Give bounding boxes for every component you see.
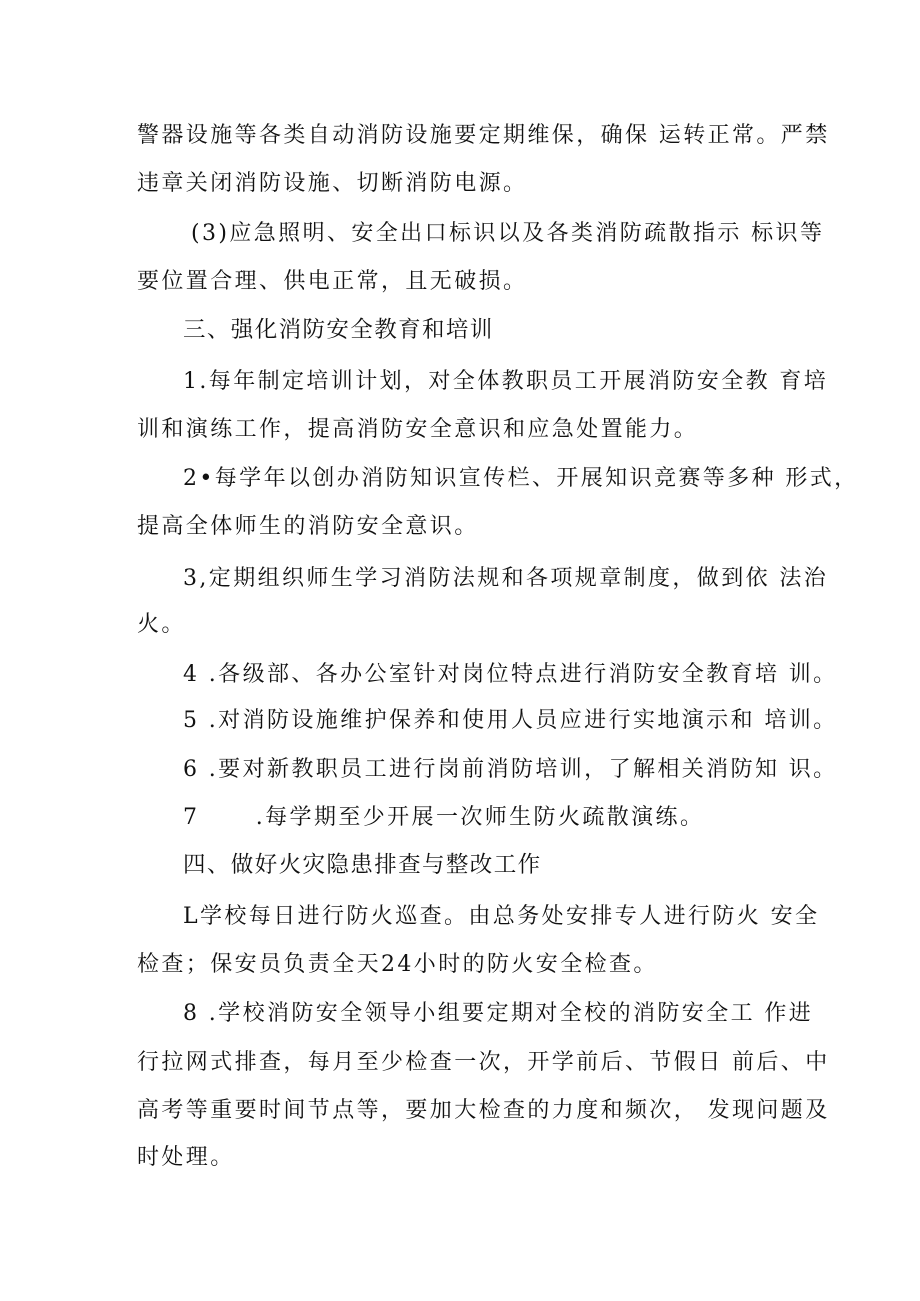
paragraph-line: 6 .要对新教职员工进行岗前消防培训，了解相关消防知 识。 <box>183 757 838 782</box>
paragraph-line: 训和演练工作，提高消防安全意识和应急处置能力。 <box>137 417 699 442</box>
paragraph-line: 1.每年制定培训计划，对全体教职员工开展消防安全教 育培 <box>183 369 829 394</box>
paragraph-line: 4 .各级部、各办公室针对岗位特点进行消防安全教育培 训。 <box>183 662 838 687</box>
paragraph-line: 2•每学年以创办消防知识宣传栏、开展知识竞赛等多种 形式， <box>183 466 859 491</box>
section-heading: 三、强化消防安全教育和培训 <box>183 317 494 343</box>
paragraph-line: 提高全体师生的消防安全意识。 <box>137 514 479 539</box>
paragraph-line: L学校每日进行防火巡查。由总务处安排专人进行防火 安全 <box>183 904 820 929</box>
paragraph-line: 警器设施等各类自动消防设施要定期维保，确保 运转正常。严禁 <box>137 123 830 148</box>
paragraph-line: (3)应急照明、安全出口标识以及各类消防疏散指示 标识等 <box>191 221 825 246</box>
paragraph-line: 要位置合理、供电正常，且无破损。 <box>137 269 528 294</box>
paragraph-line: 8 .学校消防安全领导小组要定期对全校的消防安全工 作进 <box>183 1001 814 1026</box>
paragraph-line: 火。 <box>137 612 186 637</box>
paragraph-line: 时处理。 <box>137 1145 235 1170</box>
section-heading: 四、做好火灾隐患排查与整改工作 <box>183 852 542 878</box>
paragraph-line: 3,定期组织师生学习消防法规和各项规章制度，做到依 法治 <box>183 566 829 591</box>
paragraph-line: 检查；保安员负责全天24小时的防火安全检查。 <box>137 952 658 977</box>
paragraph-line: 高考等重要时间节点等，要加大检查的力度和频次， 发现问题及 <box>137 1098 830 1123</box>
paragraph-line: 违章关闭消防设施、切断消防电源。 <box>137 171 528 196</box>
paragraph-line: 5 .对消防设施维护保养和使用人员应进行实地演示和 培训。 <box>183 708 838 733</box>
paragraph-line: 行拉网式排查，每月至少检查一次，开学前后、节假日 前后、中 <box>137 1050 830 1075</box>
paragraph-line: 7 .每学期至少开展一次师生防火疏散演练。 <box>183 805 705 830</box>
